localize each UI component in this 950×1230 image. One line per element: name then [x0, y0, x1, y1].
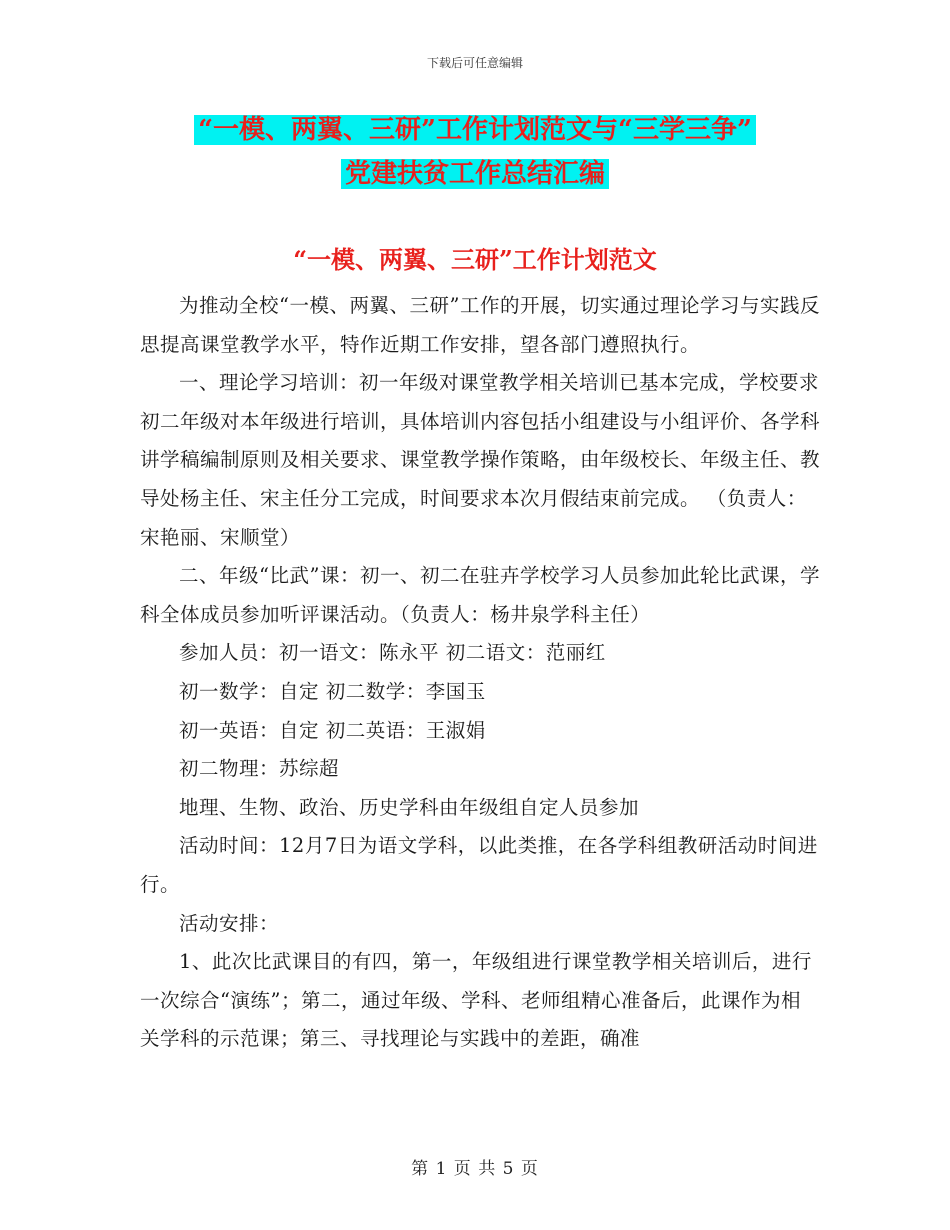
header-note: 下载后可任意编辑 — [426, 56, 523, 70]
paragraph-activity-time: 活动时间：12月7日为语文学科，以此类推，在各学科组教研活动时间进行。 — [140, 834, 818, 896]
paragraph-intro: 为推动全校“一模、两翼、三研”工作的开展，切实通过理论学习与实践反思提高课堂教学水平，特作近期工作安排，望各部门遵照执行。 — [140, 294, 820, 356]
paragraph-competition-class: 二、年级“比武”课：初一、初二在驻卉学校学习人员参加此轮比武课，学科全体成员参加听评课活动。（负责人：杨井泉学科主任） — [140, 564, 820, 626]
paragraph-activity-arrangement: 活动安排： — [179, 911, 280, 935]
paragraph-theory-training: 一、理论学习培训：初一年级对课堂教学相关培训已基本完成，学校要求初二年级对本年级进行培训，具体培训内容包括小组建设与小组评价、各学科讲学稿编制原则及相关要求、课堂教学操作策略，由年级校长、年级主任、教导处杨主任、宋主任分工完成，时间要求本次月假结束前完成。 （负责人：宋艳丽、宋顺堂） — [140, 371, 821, 549]
paragraph-math: 初一数学：自定 初二数学：李国玉 — [179, 679, 486, 703]
paragraph-item-1: 1、此次比武课目的有四，第一，年级组进行课堂教学相关培训后，进行一次综合“演练”；第二，通过年级、学科、老师组精心准备后，此课作为相关学科的示范课；第三、寻找理论与实践中的差距，确准 — [140, 950, 812, 1051]
title-highlight-2: 党建扶贫工作总结汇编 — [341, 159, 609, 189]
paragraph-english: 初一英语：自定 初二英语：王淑娟 — [179, 718, 486, 742]
paragraph-physics: 初二物理：苏综超 — [179, 757, 340, 781]
page-footer: 第 1 页 共 5 页 — [411, 1159, 539, 1179]
paragraph-other-subjects: 地理、生物、政治、历史学科由年级组自定人员参加 — [179, 795, 640, 819]
section-title: “一模、两翼、三研”工作计划范文 — [293, 245, 657, 274]
title-highlight-1: “一模、两翼、三研”工作计划范文与“三学三争” — [194, 115, 756, 145]
paragraph-participants: 参加人员：初一语文：陈永平 初二语文：范丽红 — [179, 641, 606, 665]
document-title-line-2 — [0, 152, 950, 196]
document-title-line-1 — [0, 108, 950, 152]
body-text — [140, 287, 820, 1059]
